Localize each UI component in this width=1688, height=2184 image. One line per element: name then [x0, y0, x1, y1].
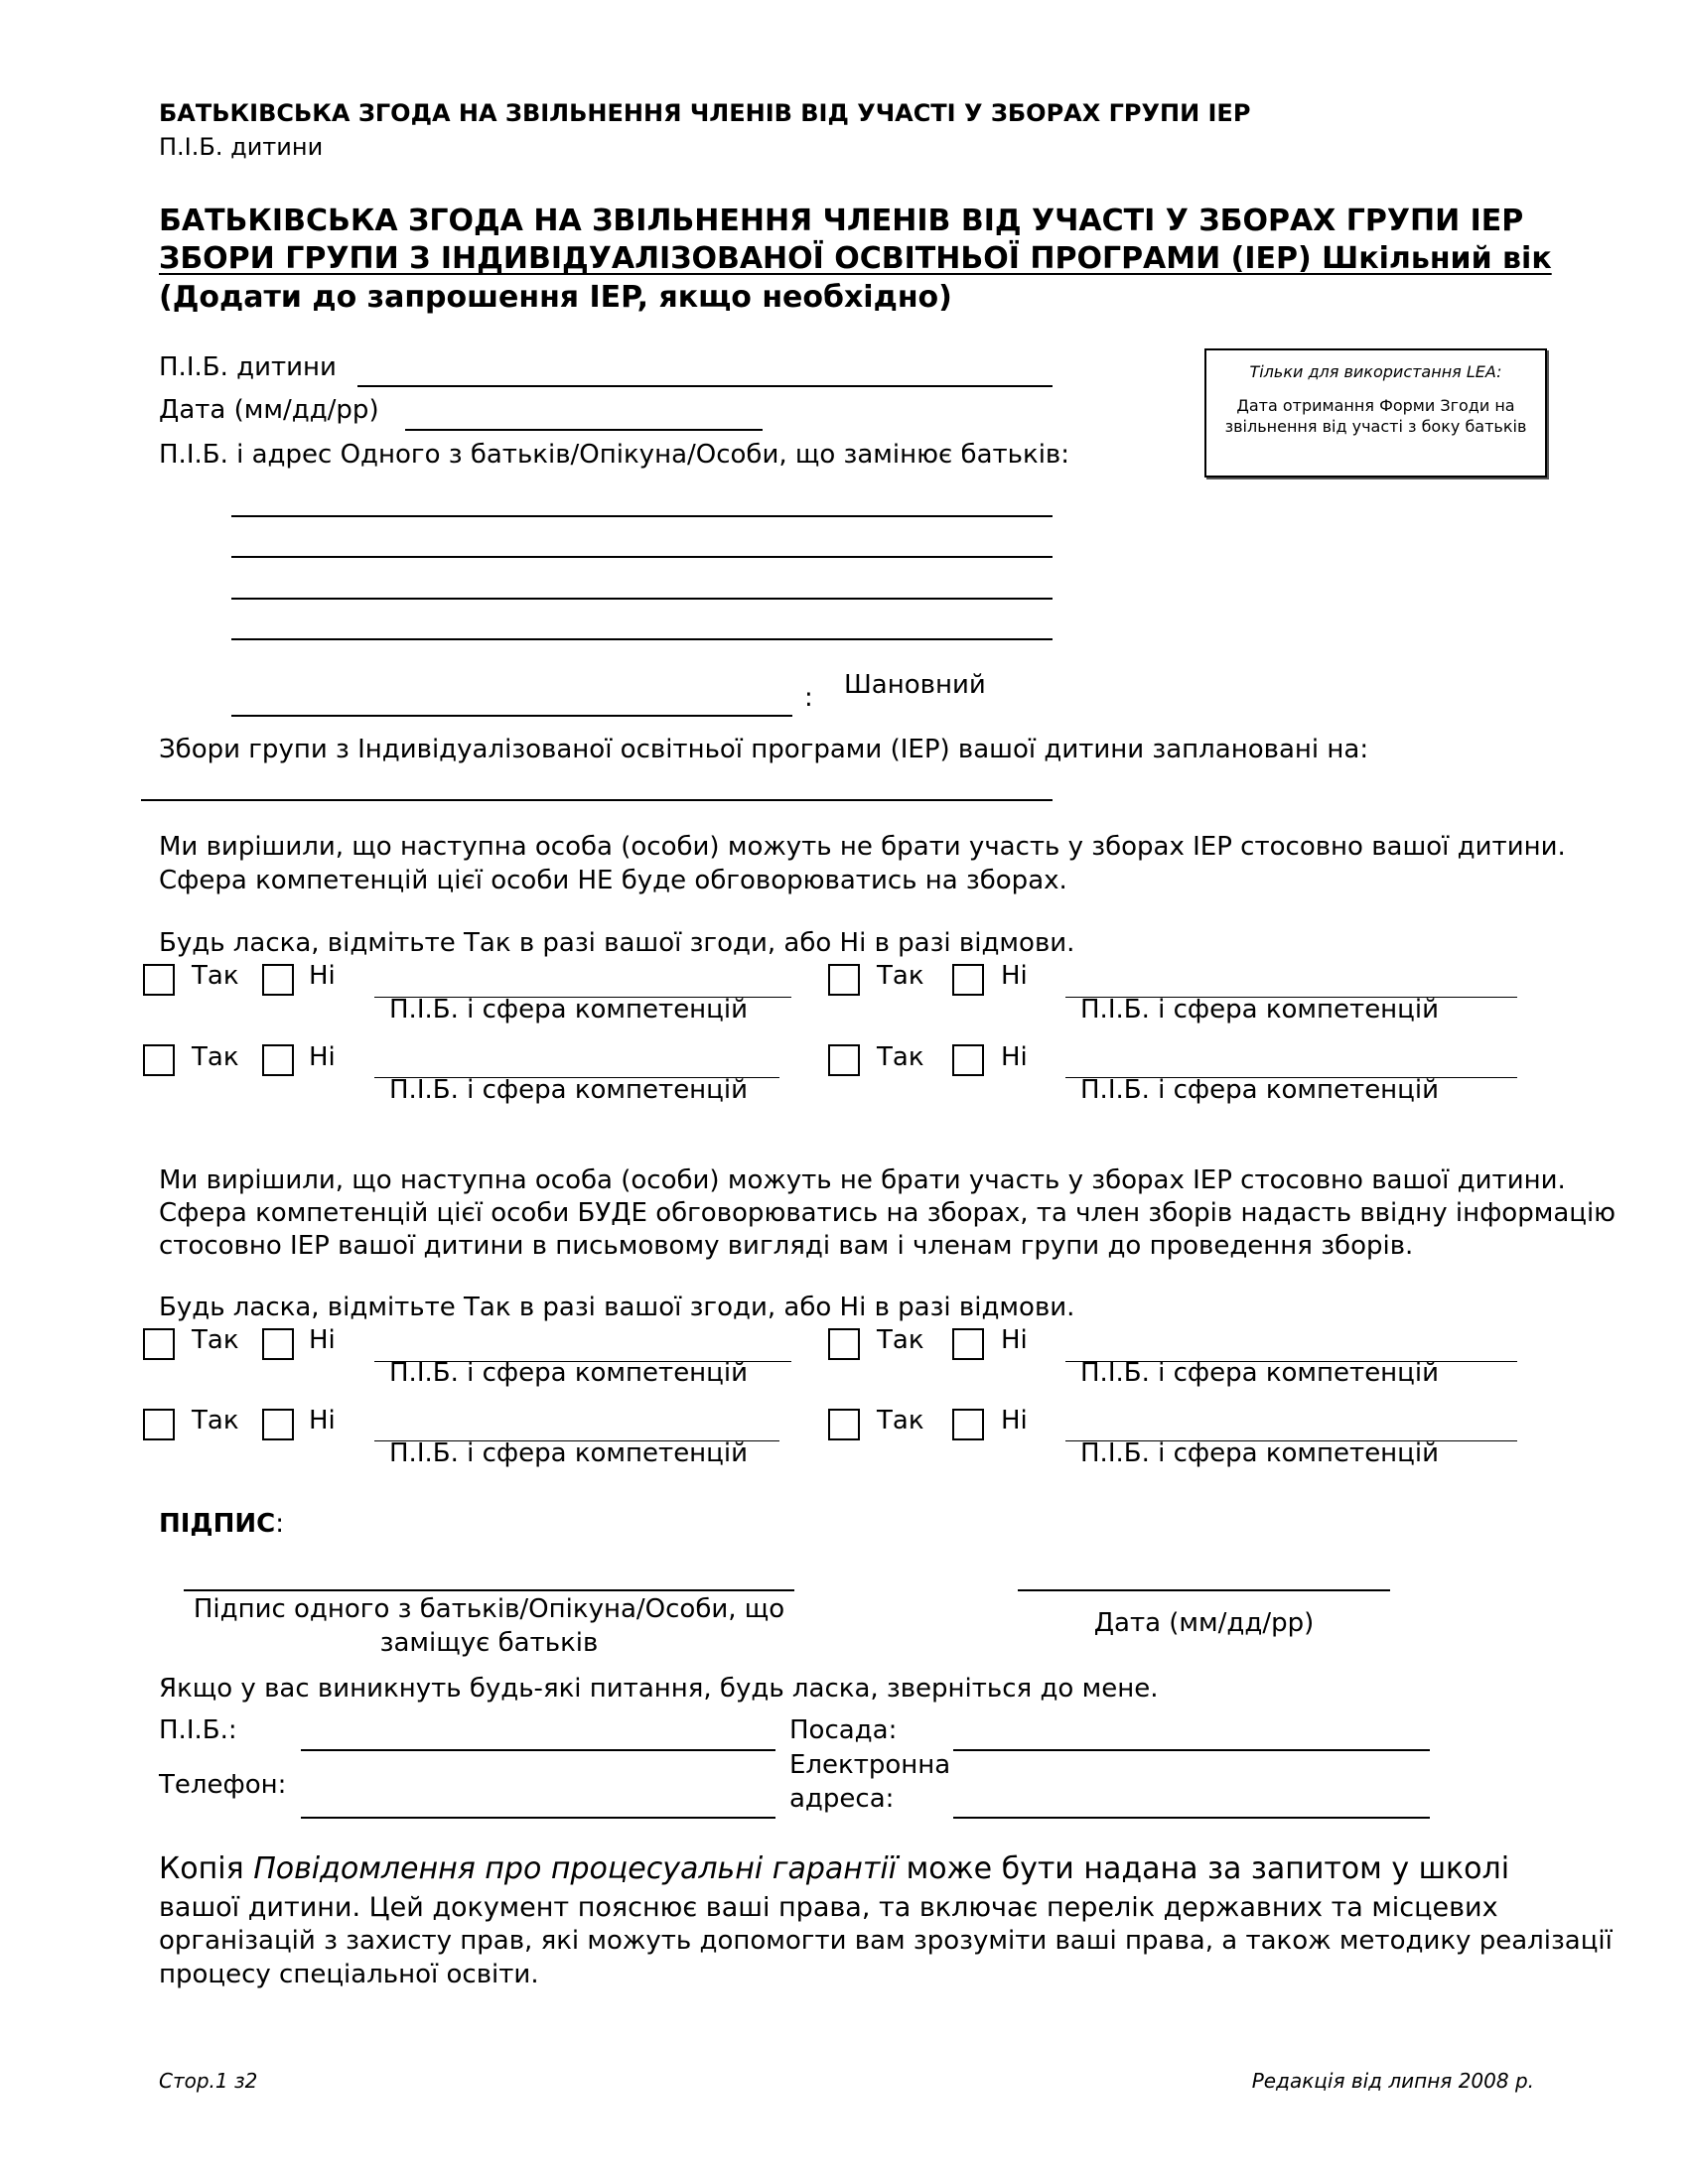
lea-box-text-line1: Дата отримання Форми Згоди на: [1236, 396, 1515, 415]
child-name-label: П.І.Б. дитини: [159, 352, 337, 382]
dear-colon: :: [804, 683, 813, 713]
s1-r1-right-no-label: Ні: [1001, 961, 1028, 991]
s2-r2-left-name-label: П.І.Б. і сфера компетенцій: [389, 1438, 749, 1468]
s2-r1-left-no-checkbox[interactable]: [262, 1328, 294, 1360]
s2-r1-right-no-checkbox[interactable]: [952, 1328, 984, 1360]
notice-line1: [159, 1851, 1509, 1886]
s1-r1-right-yes-label: Так: [877, 961, 924, 991]
s1-r2-left-yes-checkbox[interactable]: [143, 1044, 175, 1076]
s2-r2-right-no-label: Ні: [1001, 1406, 1028, 1435]
lea-box-title: Тільки для використання LEA:: [1249, 362, 1502, 381]
s2-r1-right-yes-label: Так: [877, 1325, 924, 1355]
parent-signature-label-line2: заміщує батьків: [379, 1628, 599, 1658]
notice-line4: процесу спеціальної освіти.: [159, 1960, 539, 1989]
contact-position-label: Посада:: [789, 1715, 898, 1745]
s2-r1-left-no-label: Ні: [309, 1325, 336, 1355]
running-header-title: БАТЬКІВСЬКА ЗГОДА НА ЗВІЛЬНЕННЯ ЧЛЕНІВ ВІД УЧАСТІ У ЗБОРАХ ГРУПИ IEP: [159, 99, 1251, 127]
main-title-line3: (Додати до запрошення IEP, якщо необхідно): [159, 280, 952, 315]
section1-line2: Сфера компетенцій цієї особи НЕ буде обговорюватись на зборах.: [159, 866, 1067, 895]
dear-label: Шановний: [844, 670, 986, 700]
section1-instruction: Будь ласка, відмітьте Так в разі вашої згоди, або Ні в разі відмови.: [159, 928, 1075, 958]
s1-r1-left-yes-label: Так: [192, 961, 239, 991]
parent-signature-field[interactable]: [184, 1589, 794, 1591]
s2-r2-left-yes-checkbox[interactable]: [143, 1409, 175, 1440]
s1-r1-right-name-label: П.І.Б. і сфера компетенцій: [1080, 995, 1440, 1024]
parent-address-line-4[interactable]: [231, 638, 1053, 640]
s1-r1-left-no-label: Ні: [309, 961, 336, 991]
parent-address-label: П.І.Б. і адрес Одного з батьків/Опікуна/Особи, що замінює батьків:: [159, 440, 1070, 470]
section2-instruction: Будь ласка, відмітьте Так в разі вашої згоди, або Ні в разі відмови.: [159, 1293, 1075, 1322]
s1-r2-left-yes-label: Так: [192, 1042, 239, 1072]
parent-signature-label-line1: Підпис одного з батьків/Опікуна/Особи, що: [193, 1594, 785, 1624]
s1-r1-right-yes-checkbox[interactable]: [828, 964, 860, 996]
meeting-date-field[interactable]: [141, 799, 1053, 801]
s2-r2-left-no-checkbox[interactable]: [262, 1409, 294, 1440]
s1-r2-right-yes-label: Так: [877, 1042, 924, 1072]
contact-name-label: П.І.Б.:: [159, 1715, 237, 1745]
section2-line2: Сфера компетенцій цієї особи БУДЕ обговорюватись на зборах, та член зборів надасть ввідну інформацію: [159, 1198, 1617, 1228]
lea-use-box: [1204, 348, 1547, 478]
s1-r1-left-name-label: П.І.Б. і сфера компетенцій: [389, 995, 749, 1024]
notice-line3: організацій з захисту прав, які можуть допомогти вам зрозуміти ваші права, а також методику реалізації: [159, 1926, 1613, 1956]
contact-email-label-line1: Електронна: [789, 1750, 951, 1780]
parent-address-line-3[interactable]: [231, 598, 1053, 600]
s1-r2-right-yes-checkbox[interactable]: [828, 1044, 860, 1076]
s1-r1-left-yes-checkbox[interactable]: [143, 964, 175, 996]
s2-r2-right-yes-label: Так: [877, 1406, 924, 1435]
section2-line1: Ми вирішили, що наступна особа (особи) можуть не брати участь у зборах IEP стосовно вашої дитини.: [159, 1165, 1566, 1195]
parent-address-line-1[interactable]: [231, 515, 1053, 517]
s1-r2-right-name-label: П.І.Б. і сфера компетенцій: [1080, 1075, 1440, 1105]
s2-r2-right-name-label: П.І.Б. і сфера компетенцій: [1080, 1438, 1440, 1468]
signature-heading: [159, 1509, 284, 1539]
s1-r2-left-name-label: П.І.Б. і сфера компетенцій: [389, 1075, 749, 1105]
signature-heading-text: ПІДПИС: [159, 1509, 276, 1539]
child-name-field[interactable]: [357, 385, 1053, 387]
dear-name-field[interactable]: [231, 715, 792, 717]
s1-r2-right-no-checkbox[interactable]: [952, 1044, 984, 1076]
notice-line2: вашої дитини. Цей документ пояснює ваші права, та включає перелік державних та місцевих: [159, 1892, 1498, 1923]
s1-r1-left-no-checkbox[interactable]: [262, 964, 294, 996]
notice-procedural-safeguards: Повідомлення про процесуальні гарантії: [253, 1851, 898, 1886]
contact-position-field[interactable]: [953, 1749, 1430, 1751]
s2-r2-left-no-label: Ні: [309, 1406, 336, 1435]
footer-page-number: Стор.1 з2: [159, 2069, 258, 2093]
s2-r1-right-no-label: Ні: [1001, 1325, 1028, 1355]
s2-r2-right-yes-checkbox[interactable]: [828, 1409, 860, 1440]
s2-r1-left-name-label: П.І.Б. і сфера компетенцій: [389, 1358, 749, 1388]
contact-intro: Якщо у вас виникнуть будь-які питання, будь ласка, зверніться до мене.: [159, 1674, 1159, 1704]
notice-part1: Копія: [159, 1851, 254, 1886]
s2-r1-left-yes-checkbox[interactable]: [143, 1328, 175, 1360]
contact-phone-label: Телефон:: [159, 1770, 287, 1800]
s1-r2-right-no-label: Ні: [1001, 1042, 1028, 1072]
meeting-text: Збори групи з Індивідуалізованої освітньої програми (IEP) вашої дитини заплановані на:: [159, 735, 1369, 764]
date-label: Дата (мм/дд/рр): [159, 395, 379, 425]
s1-r1-right-no-checkbox[interactable]: [952, 964, 984, 996]
footer-revision: Редакція від липня 2008 р.: [1251, 2069, 1534, 2093]
main-title-line1: БАТЬКІВСЬКА ЗГОДА НА ЗВІЛЬНЕННЯ ЧЛЕНІВ ВІД УЧАСТІ У ЗБОРАХ ГРУПИ IEP: [159, 204, 1524, 238]
s2-r1-left-yes-label: Так: [192, 1325, 239, 1355]
contact-phone-field[interactable]: [301, 1817, 775, 1819]
signature-heading-colon: :: [275, 1509, 284, 1539]
contact-name-field[interactable]: [301, 1749, 775, 1751]
s2-r2-left-yes-label: Так: [192, 1406, 239, 1435]
section1-line1: Ми вирішили, що наступна особа (особи) можуть не брати участь у зборах IEP стосовно вашої дитини.: [159, 832, 1566, 862]
s1-r2-left-no-label: Ні: [309, 1042, 336, 1072]
lea-box-text-line2: звільнення від участі з боку батьків: [1224, 417, 1527, 436]
s2-r2-right-no-checkbox[interactable]: [952, 1409, 984, 1440]
parent-address-line-2[interactable]: [231, 556, 1053, 558]
contact-email-label-line2: адреса:: [789, 1784, 895, 1814]
s2-r1-right-yes-checkbox[interactable]: [828, 1328, 860, 1360]
contact-email-field[interactable]: [953, 1817, 1430, 1819]
signature-date-field[interactable]: [1018, 1589, 1390, 1591]
date-field[interactable]: [405, 429, 763, 431]
running-header-child-name: П.І.Б. дитини: [159, 133, 324, 161]
s2-r1-right-name-label: П.І.Б. і сфера компетенцій: [1080, 1358, 1440, 1388]
signature-date-label: Дата (мм/дд/рр): [1093, 1608, 1315, 1638]
section2-line3: стосовно IEP вашої дитини в письмовому вигляді вам і членам групи до проведення зборів.: [159, 1231, 1414, 1261]
s1-r2-left-no-checkbox[interactable]: [262, 1044, 294, 1076]
main-title-line2: ЗБОРИ ГРУПИ З ІНДИВІДУАЛІЗОВАНОЇ ОСВІТНЬОЇ ПРОГРАМИ (IEP) Шкільний вік: [159, 241, 1552, 276]
notice-part3: може бути надана за запитом у школі: [897, 1851, 1510, 1886]
